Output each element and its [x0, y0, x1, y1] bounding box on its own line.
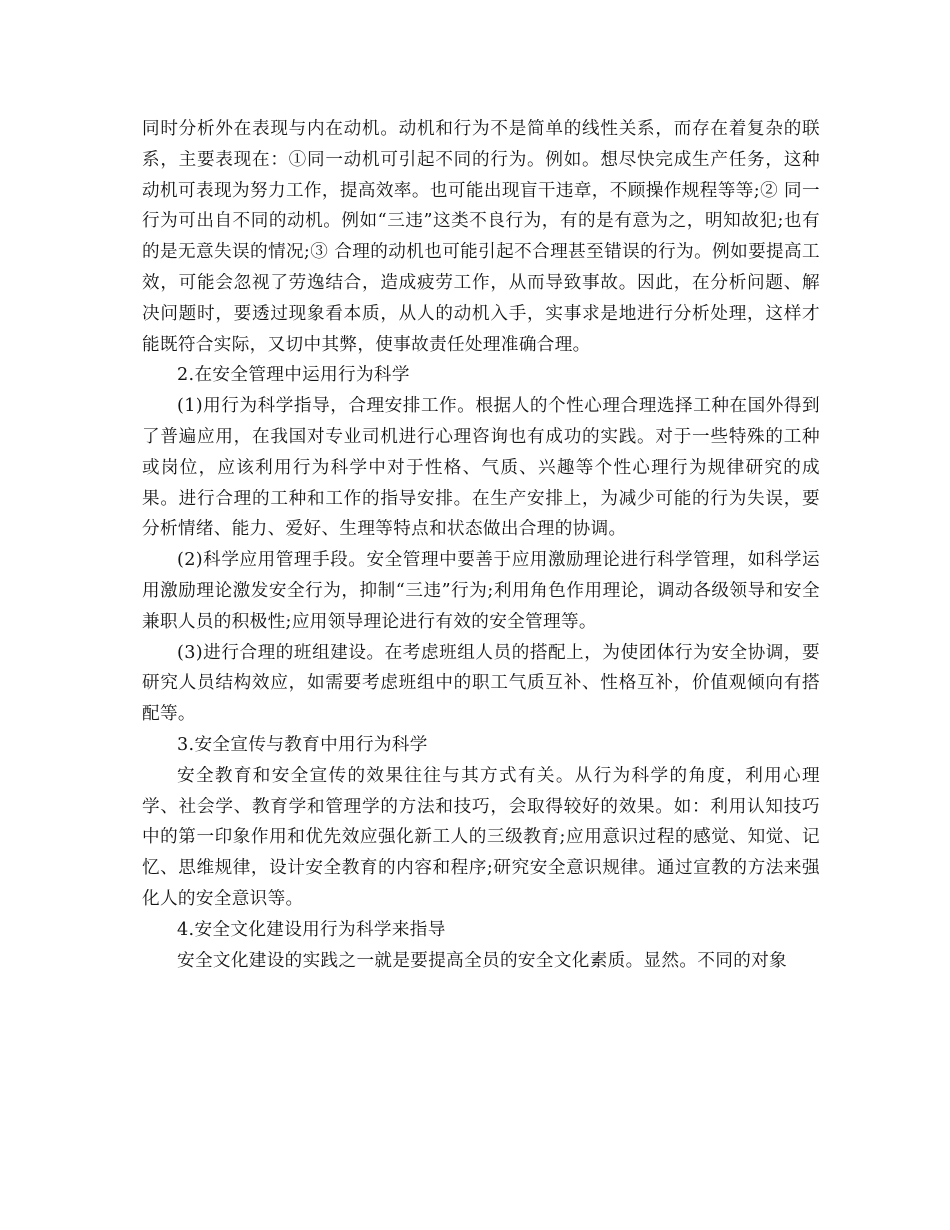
body-paragraph-item-3: (3)进行合理的班组建设。在考虑班组人员的搭配上，为使团体行为安全协调，要研究人员结构效应，如需要考虑班组中的职工气质互补、性格互补，价值观倾向有搭配等。 [142, 642, 820, 725]
body-paragraph-item-2: (2)科学应用管理手段。安全管理中要善于应用激励理论进行科学管理，如科学运用激励理论激发安全行为，抑制“三违”行为;利用角色作用理论，调动各级领导和安全兼职人员的积极性;应用领导理论进行有效的安全管理等。 [142, 550, 820, 632]
section-heading-4: 4.安全文化建设用行为科学来指导 [177, 919, 446, 940]
section-heading-2: 2.在安全管理中运用行为科学 [177, 365, 410, 386]
body-paragraph-item-1: (1)用行为科学指导，合理安排工作。根据人的个性心理合理选择工种在国外得到了普遍应用，在我国对专业司机进行心理咨询也有成功的实践。对于一些特殊的工种或岗位，应该利用行为科学中对于性格、气质、兴趣等个性心理行为规律研究的成果。进行合理的工种和工作的指导安排。在生产安排上，为减少可能的行为失误，要分析情绪、能力、爱好、生理等特点和状态做出合理的协调。 [142, 396, 820, 540]
document-page [142, 114, 820, 976]
body-paragraph-culture: 安全文化建设的实践之一就是要提高全员的安全文化素质。显然。不同的对象 [177, 950, 788, 971]
section-heading-3: 3.安全宣传与教育中用行为科学 [177, 734, 428, 755]
body-paragraph-continued: 同时分析外在表现与内在动机。动机和行为不是简单的线性关系，而存在着复杂的联系，主要表现在：①同一动机可引起不同的行为。例如。想尽快完成生产任务，这种动机可表现为努力工作，提高效率。也可能出现盲干违章，不顾操作规程等等;② 同一行为可出自不同的动机。例如“三违”这类不良行为，有的是有意为之，明知故犯;也有的是无意失误的情况;③ 合理的动机也可能引起不合理甚至错误的行为。例如要提高工效，可能会忽视了劳逸结合，造成疲劳工作，从而导致事故。因此，在分析问题、解决问题时，要透过现象看本质，从人的动机入手，实事求是地进行分析处理，这样才能既符合实际，又切中其弊，使事故责任处理准确合理。 [142, 119, 820, 355]
body-paragraph-education: 安全教育和安全宣传的效果往往与其方式有关。从行为科学的角度，利用心理学、社会学、教育学和管理学的方法和技巧，会取得较好的效果。如：利用认知技巧中的第一印象作用和优先效应强化新工人的三级教育;应用意识过程的感觉、知觉、记忆、思维规律，设计安全教育的内容和程序;研究安全意识规律。通过宣教的方法来强化人的安全意识等。 [142, 765, 820, 909]
